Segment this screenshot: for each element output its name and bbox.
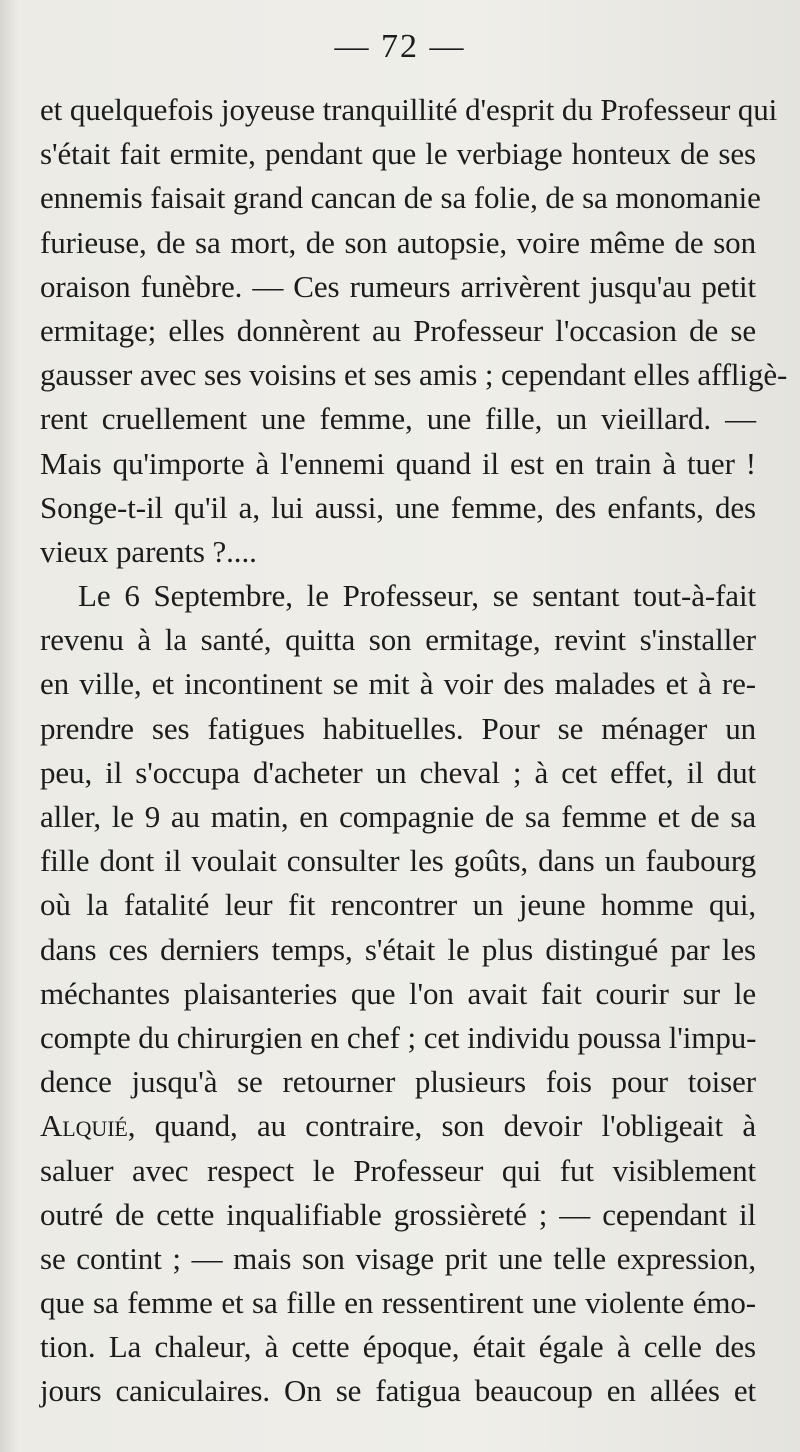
text-line: aller, le 9 au matin, en compagnie de sa femme et de sa [40, 799, 756, 834]
text-line: jours caniculaires. On se fatigua beaucoup en allées et [40, 1373, 756, 1409]
text-line: peu, il s'occupa d'acheter un cheval ; à cet effet, il dut [40, 754, 756, 790]
person-name: Alquié [40, 1108, 128, 1144]
text-line: méchantes plaisanteries que l'on avait fait courir sur le [40, 975, 756, 1011]
page-number: — 72 — [334, 28, 466, 65]
text-line: saluer avec respect le Professeur qui fut visiblement [40, 1152, 756, 1188]
text-line: fille dont il voulait consulter les goûts, dans un faubourg [40, 843, 756, 879]
text-line: prendre ses fatigues habituelles. Pour se ménager un [40, 710, 756, 746]
text-line: se contint ; — mais son visage prit une telle expression, [40, 1240, 756, 1276]
text-line: en ville, et incontinent se mit à voir des malades et à re- [40, 666, 756, 702]
text-line: tion. La chaleur, à cette époque, était égale à celle des [40, 1329, 756, 1365]
text-line: et quelquefois joyeuse tranquillité d'esprit du Professeur qui [40, 92, 778, 127]
text-line: ennemis faisait grand cancan de sa folie, de sa monomanie [40, 180, 761, 216]
text-line: que sa femme et sa fille en ressentirent une violente émo- [40, 1285, 756, 1321]
text-line: compte du chirurgien en chef ; cet individu poussa l'impu- [40, 1019, 757, 1055]
text-line: dence jusqu'à se retourner plusieurs fois pour toiser [40, 1064, 756, 1100]
paragraph-end-line: vieux parents ?.... [40, 533, 257, 569]
text-line: revenu à la santé, quitta son ermitage, revint s'installer [40, 622, 756, 658]
text-line: gausser avec ses voisins et ses amis ; cependant elles affligè- [40, 357, 788, 393]
text-line: Songe-t-il qu'il a, lui aussi, une femme, des enfants, des [40, 489, 756, 525]
body-text [40, 88, 788, 1414]
text-line: rent cruellement une femme, une fille, un vieillard. — [40, 401, 756, 437]
text-line: ermitage; elles donnèrent au Professeur l'occasion de se [40, 312, 756, 348]
text-line: Mais qu'importe à l'ennemi quand il est en train à tuer ! [40, 445, 756, 481]
text-line: dans ces derniers temps, s'était le plus distingué par les [40, 931, 756, 967]
text-line-with-name: Alquié, quand, au contraire, son devoir l'obligeait à [40, 1108, 756, 1144]
text-line: s'était fait ermite, pendant que le verbiage honteux de ses [40, 136, 756, 172]
text-line: outré de cette inqualifiable grossièreté ; — cependant il [40, 1196, 756, 1232]
text-line: oraison funèbre. — Ces rumeurs arrivèrent jusqu'au petit [40, 268, 756, 304]
text-line: où la fatalité leur fit rencontrer un jeune homme qui, [40, 887, 756, 923]
paragraph-start-line: Le 6 Septembre, le Professeur, se sentant tout-à-fait [78, 578, 756, 614]
text-line: furieuse, de sa mort, de son autopsie, voire même de son [40, 224, 756, 260]
